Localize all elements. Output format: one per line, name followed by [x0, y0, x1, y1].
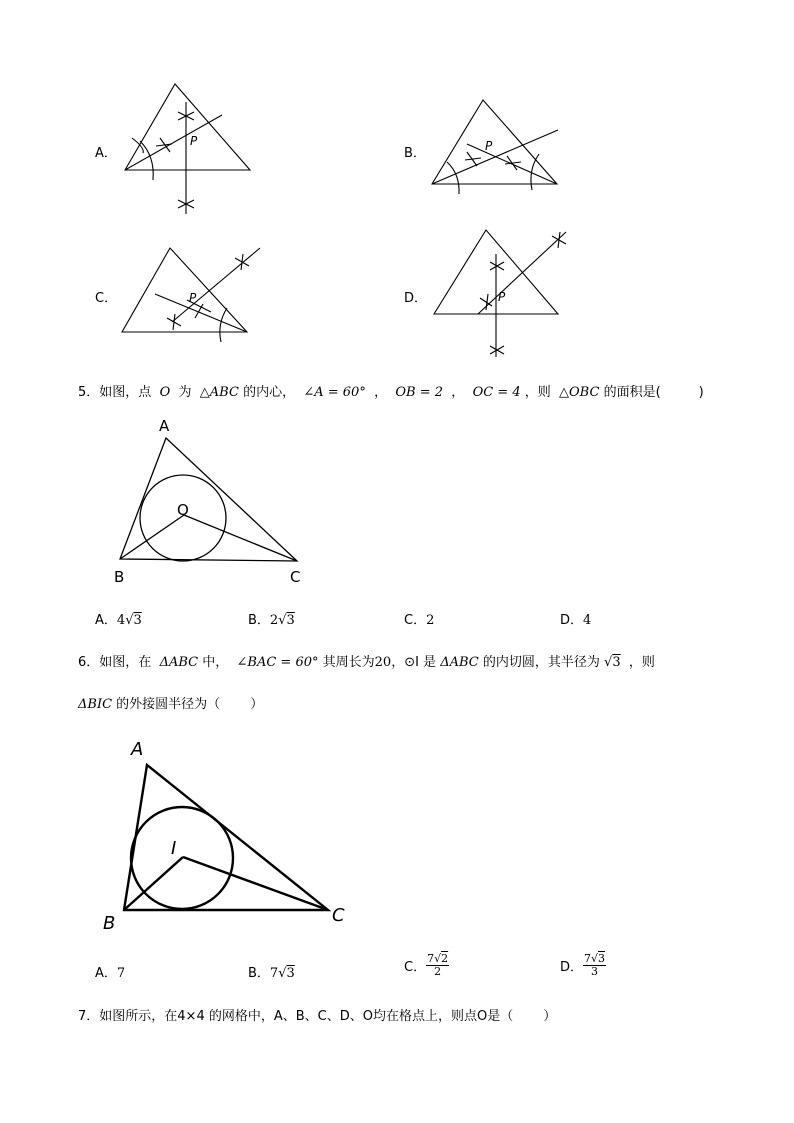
q5-triangle — [120, 438, 297, 561]
q6-choice-d[interactable] — [560, 953, 606, 978]
q6-choice-d-num-radicand: 3 — [598, 952, 606, 965]
q4-option-c-label: C． — [95, 291, 118, 306]
q6-segment-ib — [124, 857, 183, 910]
q4a-triangle — [125, 84, 250, 170]
q5-segment-oc — [184, 515, 297, 561]
q5-point-o: O — [159, 385, 171, 400]
q6-choice-c-den: 2 — [434, 965, 442, 978]
q5-angle-a: ∠A = 60° — [303, 385, 366, 400]
q7-number: 7． — [78, 1009, 100, 1024]
q4d-angle-bisector — [478, 232, 566, 314]
q6-label-b: B — [103, 913, 116, 934]
q4a-point-p: P — [190, 134, 198, 148]
q5-choice-b-label: B． — [248, 613, 270, 628]
q5-label-a: A — [159, 417, 170, 435]
q5-label-c: C — [290, 568, 301, 586]
sqrt-sign: √ — [604, 655, 613, 670]
q4-option-b-figure — [425, 92, 565, 202]
q6-text-then: ，则 — [628, 655, 655, 670]
q4c-angle-bisector — [172, 248, 260, 322]
q5-ob: OB = 2 — [395, 385, 444, 400]
q4b-triangle — [432, 100, 557, 184]
q5-choice-b-radicand: 3 — [286, 613, 295, 628]
q4-option-a-figure — [110, 78, 270, 218]
q5-figure — [100, 412, 320, 592]
q6-triangle-abc-2: ΔABC — [440, 655, 479, 670]
q6-angle-bac: ∠BAC = 60° — [236, 655, 319, 670]
q6-text-in: 中， — [202, 655, 229, 670]
q6-text-circle: ，⊙I 是 — [391, 655, 437, 670]
q6-choice-c-num-coef: 7 — [427, 952, 435, 965]
q5-choice-c-label: C． — [404, 613, 427, 628]
q6-choice-c-num-radicand: 2 — [441, 952, 449, 965]
q6-choice-d-label: D． — [560, 960, 584, 975]
q4-option-a-label: A． — [95, 146, 117, 161]
q6-stem-line-2 — [78, 693, 263, 712]
q5-text-then: ，则 — [524, 385, 551, 400]
q6-choice-a-label: A． — [95, 966, 117, 981]
q6-text-perimeter: 其周长为 — [322, 655, 375, 670]
q6-choice-c[interactable] — [404, 953, 449, 978]
q4c-line — [155, 294, 247, 332]
q5-choice-d[interactable] — [560, 609, 591, 628]
q7-close-paren: ） — [543, 1009, 557, 1024]
q6-segment-ic — [183, 857, 328, 910]
q5-stem — [78, 381, 704, 400]
q7-stem — [78, 1005, 556, 1024]
q6-number: 6． — [78, 655, 100, 670]
q4b-point-p: P — [485, 139, 493, 153]
q5-label-b: B — [114, 568, 125, 586]
q5-text-area: 的面积是( — [603, 385, 661, 400]
q5-close-paren: ) — [698, 385, 704, 400]
q5-text-is: 为 — [178, 385, 192, 400]
q6-triangle — [124, 765, 328, 910]
q6-close-paren: ） — [250, 697, 264, 712]
q6-choice-a[interactable] — [95, 962, 125, 981]
q4-option-c-figure — [115, 240, 275, 350]
q6-figure — [95, 735, 365, 935]
q6-choice-c-fraction — [426, 953, 449, 978]
q5-triangle-obc: △OBC — [559, 385, 600, 400]
q6-label-a: A — [131, 739, 144, 760]
q5-number: 5． — [78, 385, 100, 400]
q5-oc: OC = 4 — [472, 385, 521, 400]
q5-text-prefix: 如图，点 — [99, 385, 152, 400]
q6-choice-b-label: B． — [248, 966, 270, 981]
q6-choice-a-value: 7 — [116, 966, 126, 981]
q6-label-c: C — [332, 905, 345, 926]
q6-choice-b[interactable] — [248, 962, 295, 981]
q4c-arc — [220, 308, 227, 342]
q6-label-i: I — [171, 838, 177, 859]
q6-text-prefix: 如图，在 — [99, 655, 152, 670]
q6-choice-d-fraction — [583, 953, 606, 978]
q6-choice-c-label: C． — [404, 960, 427, 975]
q6-choice-b-radicand: 3 — [286, 966, 295, 981]
q6-stem-line-1 — [78, 651, 655, 670]
q5-choice-a-coef: 4 — [116, 613, 126, 628]
q6-triangle-bic: ΔBIC — [78, 697, 113, 712]
q4c-triangle — [122, 248, 247, 332]
q4a-angle-bisector — [125, 115, 222, 170]
q5-choice-b[interactable] — [248, 609, 295, 628]
q5-choice-a[interactable] — [95, 609, 142, 628]
sqrt-sign: √ — [125, 613, 134, 628]
q6-choice-d-den: 3 — [591, 965, 599, 978]
q5-choice-a-label: A． — [95, 613, 117, 628]
q6-triangle-abc: ΔABC — [159, 655, 199, 670]
q5-choice-d-label: D． — [560, 613, 584, 628]
q5-choice-c-value: 2 — [426, 613, 435, 628]
q4-option-b-label: B． — [404, 146, 426, 161]
q4b-arc-left — [447, 162, 459, 194]
q5-choice-c[interactable] — [404, 609, 434, 628]
q5-label-o: O — [177, 501, 189, 519]
q6-text-incircle: 的内切圆，其半径为 — [482, 655, 600, 670]
sqrt-sign: √ — [278, 966, 287, 981]
q4-option-d-label: D． — [404, 291, 428, 306]
q4-option-d-figure — [428, 222, 578, 362]
q6-text-question: 的外接圆半径为（ — [116, 697, 221, 712]
q6-choice-d-num-coef: 7 — [584, 952, 592, 965]
q5-choice-d-value: 4 — [583, 613, 592, 628]
q5-choice-b-coef: 2 — [269, 613, 279, 628]
q5-triangle-abc: △ABC — [199, 385, 239, 400]
q4c-point-p: P — [189, 291, 197, 305]
q5-text-incenter: 的内心， — [243, 385, 296, 400]
q5-segment-ob — [120, 515, 184, 559]
sqrt-sign: √ — [591, 952, 599, 965]
q4a-arc-small — [132, 138, 143, 153]
q5-sep1: ， — [374, 385, 388, 400]
q6-radius-radicand: 3 — [612, 655, 621, 670]
q7-text: 如图所示，在4×4 的网格中，A、B、C、D、O均在格点上，则点O是（ — [99, 1009, 514, 1024]
q5-sep2: ， — [451, 385, 465, 400]
q6-choice-b-coef: 7 — [269, 966, 279, 981]
sqrt-sign: √ — [434, 952, 442, 965]
q4d-point-p: P — [498, 290, 506, 304]
q5-choice-a-radicand: 3 — [133, 613, 142, 628]
sqrt-sign: √ — [278, 613, 287, 628]
q6-perimeter: 20 — [374, 655, 392, 670]
